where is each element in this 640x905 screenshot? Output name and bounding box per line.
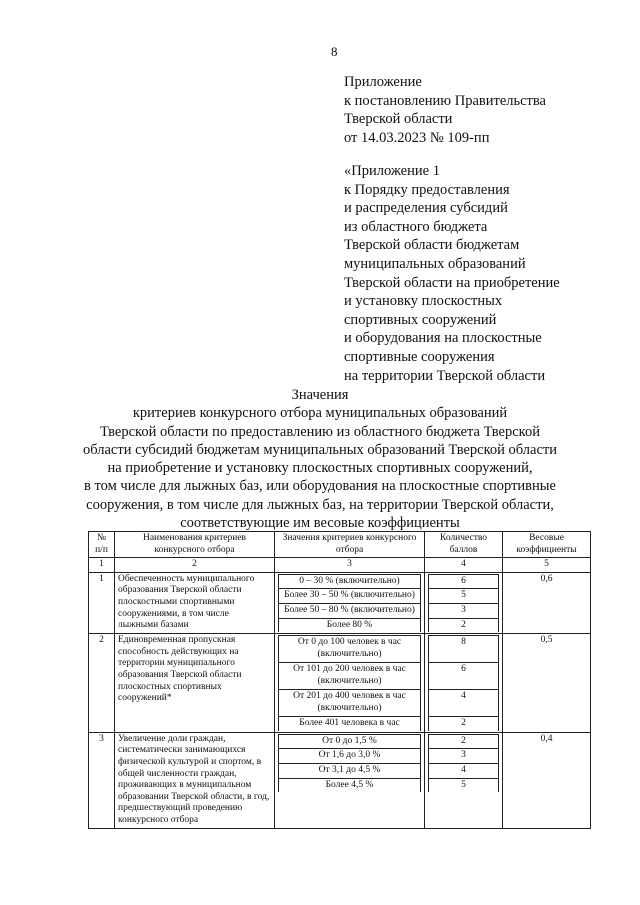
row-number: 3	[89, 732, 115, 828]
criterion-value: От 0 до 1,5 %	[279, 734, 421, 749]
title-line: соответствующие им весовые коэффициенты	[180, 515, 460, 532]
appendix1-line: Тверской области на приобретение	[344, 274, 560, 291]
weight-coefficient: 0,6	[503, 572, 591, 633]
row-number: 1	[89, 572, 115, 633]
column-number: 2	[115, 558, 275, 573]
criterion-values	[275, 634, 425, 733]
row-number: 2	[89, 634, 115, 733]
score: 5	[429, 589, 499, 604]
appendix1-line: муниципальных образований	[344, 255, 526, 272]
appendix1-line: спортивных сооружений	[344, 311, 497, 328]
title-line: на приобретение и установку плоскостных спортивных сооружений,	[107, 460, 533, 477]
header-cell: Количество баллов	[425, 532, 503, 558]
criterion-name: Единовременная пропускная способность действующих на территории муниципального образования Тверской области плоскостных спортивных сооружений*	[115, 634, 275, 733]
title-line: в том числе для лыжных баз, или оборудования на плоскостные спортивные	[84, 478, 556, 495]
criterion-name: Увеличение доли граждан, систематически занимающихся физической культурой и спортом, в общей численности граждан, проживающих в муниципальном образовании Тверской области, в год, предшествующий проведению конкурсного отбора	[115, 732, 275, 828]
score: 2	[429, 618, 499, 632]
criterion-value: 0 – 30 % (включительно)	[279, 574, 421, 589]
title-line: области субсидий бюджетам муниципальных образований Тверской области	[82, 441, 557, 458]
criterion-values	[275, 732, 425, 828]
table-row	[89, 572, 591, 633]
score: 3	[429, 749, 499, 764]
appendix1-line: к Порядку предоставления	[344, 181, 510, 198]
weight-coefficient: 0,4	[503, 732, 591, 828]
title-line: сооружения, в том числе для лыжных баз, на территории Тверской области,	[86, 496, 554, 513]
criterion-value: Более 80 %	[279, 618, 421, 632]
appendix-line: от 14.03.2023 № 109-пп	[344, 129, 490, 146]
score: 4	[429, 690, 499, 717]
criterion-scores	[425, 572, 503, 633]
page-number: 8	[331, 44, 338, 59]
score: 2	[429, 734, 499, 749]
table-header-row	[89, 532, 591, 558]
criteria-table	[88, 531, 591, 829]
criterion-value: От 3,1 до 4,5 %	[279, 763, 421, 778]
criterion-value: Более 4,5 %	[279, 778, 421, 792]
appendix1-line: и оборудования на плоскостные	[344, 330, 542, 347]
header-cell: Наименования критериев конкурсного отбора	[115, 532, 275, 558]
criterion-scores	[425, 634, 503, 733]
appendix1-line: на территории Тверской области	[344, 367, 546, 384]
table-row	[89, 634, 591, 733]
title-line: Значения	[291, 387, 349, 403]
column-number-row	[89, 558, 591, 573]
criterion-scores	[425, 732, 503, 828]
document-title	[70, 386, 570, 532]
column-number: 1	[89, 558, 115, 573]
appendix1-line: из областного бюджета	[344, 218, 488, 235]
appendix-line: Приложение	[344, 74, 422, 90]
criterion-value: Более 30 – 50 % (включительно)	[279, 589, 421, 604]
appendix1-line: и распределения субсидий	[344, 200, 508, 217]
column-number: 3	[275, 558, 425, 573]
header-cell: Значения критериев конкурсного отбора	[275, 532, 425, 558]
criterion-value: Более 50 – 80 % (включительно)	[279, 603, 421, 618]
criterion-value: От 1,6 до 3,0 %	[279, 749, 421, 764]
criterion-value: От 101 до 200 человек в час (включительно)	[279, 663, 421, 690]
header-cell: Весовые коэффициенты	[503, 532, 591, 558]
title-line: Тверской области по предоставлению из областного бюджета Тверской	[100, 423, 540, 440]
appendix-line: Тверской области	[344, 111, 453, 128]
appendix-header	[344, 73, 634, 147]
criterion-name: Обеспеченность муниципального образования Тверской области плоскостными спортивными сооружениями, в том числе лыжными базами	[115, 572, 275, 633]
appendix1-line: «Приложение 1	[344, 163, 440, 179]
score: 5	[429, 778, 499, 792]
title-line: критериев конкурсного отбора муниципальных образований	[132, 405, 508, 422]
score: 8	[429, 636, 499, 663]
appendix1-line: и установку плоскостных	[344, 293, 503, 310]
appendix1-line: спортивные сооружения	[344, 348, 495, 365]
appendix-line: к постановлению Правительства	[344, 92, 546, 109]
score: 6	[429, 663, 499, 690]
criterion-values	[275, 572, 425, 633]
header-cell: № п/п	[89, 532, 115, 558]
appendix1-line: Тверской области бюджетам	[344, 237, 520, 254]
table-row	[89, 732, 591, 828]
criterion-value: Более 401 человека в час	[279, 717, 421, 731]
criterion-value: От 201 до 400 человек в час (включительно)	[279, 690, 421, 717]
score: 4	[429, 763, 499, 778]
column-number: 5	[503, 558, 591, 573]
weight-coefficient: 0,5	[503, 634, 591, 733]
criterion-value: От 0 до 100 человек в час (включительно)	[279, 636, 421, 663]
score: 3	[429, 603, 499, 618]
appendix1-header	[344, 162, 634, 385]
score: 2	[429, 717, 499, 731]
column-number: 4	[425, 558, 503, 573]
score: 6	[429, 574, 499, 589]
